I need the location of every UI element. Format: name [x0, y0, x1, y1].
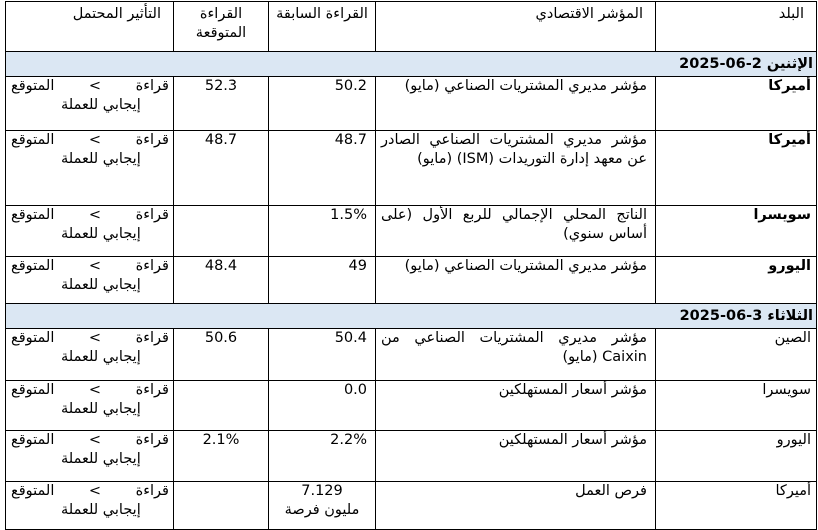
country-cell: سويسرا	[656, 206, 817, 257]
impact-word: قراءة	[135, 330, 169, 346]
impact-expected-word: المتوقع	[11, 382, 55, 398]
expected-cell: 50.6	[174, 329, 269, 381]
impact-operator: >	[88, 432, 102, 448]
country-cell: أميركا	[656, 482, 817, 530]
country-cell: أميركا	[656, 131, 817, 206]
table-row	[6, 257, 817, 304]
header-row	[6, 2, 817, 52]
impact-effect: إيجابي للعملة	[61, 97, 141, 113]
indicator-cell: مؤشر مديري المشتريات الصناعي (مايو)	[376, 77, 656, 131]
impact-expected-word: المتوقع	[11, 483, 55, 499]
day-row-tuesday	[6, 304, 817, 329]
impact-cell	[6, 131, 174, 206]
impact-expected-word: المتوقع	[11, 258, 55, 274]
previous-cell: 49	[269, 257, 376, 304]
impact-operator: >	[88, 78, 102, 94]
impact-word: قراءة	[135, 132, 169, 148]
impact-expected-word: المتوقع	[11, 132, 55, 148]
impact-effect: إيجابي للعملة	[61, 349, 141, 365]
impact-word: قراءة	[135, 382, 169, 398]
impact-effect: إيجابي للعملة	[61, 451, 141, 467]
previous-cell: 50.2	[269, 77, 376, 131]
previous-cell: 0.0	[269, 381, 376, 431]
impact-expected-word: المتوقع	[11, 432, 55, 448]
country-cell: اليورو	[656, 431, 817, 482]
impact-operator: >	[88, 207, 102, 223]
table-row	[6, 482, 817, 530]
expected-cell: 52.3	[174, 77, 269, 131]
expected-cell: 48.4	[174, 257, 269, 304]
indicator-cell: مؤشر أسعار المستهلكين	[376, 381, 656, 431]
table-row	[6, 77, 817, 131]
expected-cell	[174, 381, 269, 431]
header-country: البلد	[656, 2, 817, 52]
indicator-cell: فرص العمل	[376, 482, 656, 530]
header-expected: القراءة المتوقعة	[174, 2, 269, 52]
impact-expected-word: المتوقع	[11, 330, 55, 346]
impact-operator: >	[88, 330, 102, 346]
previous-cell: 48.7	[269, 131, 376, 206]
day-row-monday	[6, 52, 817, 77]
economic-calendar-table	[5, 1, 817, 530]
country-cell: اليورو	[656, 257, 817, 304]
expected-cell: 48.7	[174, 131, 269, 206]
previous-cell: 50.4	[269, 329, 376, 381]
impact-cell	[6, 206, 174, 257]
expected-cell	[174, 482, 269, 530]
impact-word: قراءة	[135, 207, 169, 223]
previous-cell: 2.2%	[269, 431, 376, 482]
impact-effect: إيجابي للعملة	[61, 226, 141, 242]
impact-cell	[6, 77, 174, 131]
impact-operator: >	[88, 258, 102, 274]
impact-expected-word: المتوقع	[11, 78, 55, 94]
impact-cell	[6, 257, 174, 304]
impact-effect: إيجابي للعملة	[61, 401, 141, 417]
country-cell: سويسرا	[656, 381, 817, 431]
table-row	[6, 431, 817, 482]
header-impact: التأثير المحتمل	[6, 2, 174, 52]
indicator-cell: الناتج المحلي الإجمالي للربع الأول (على أساس سنوي)	[376, 206, 656, 257]
table-row	[6, 131, 817, 206]
country-cell: أميركا	[656, 77, 817, 131]
impact-cell	[6, 329, 174, 381]
table-row	[6, 329, 817, 381]
impact-operator: >	[88, 382, 102, 398]
impact-effect: إيجابي للعملة	[61, 277, 141, 293]
previous-value: 7.129	[301, 483, 343, 499]
header-indicator: المؤشر الاقتصادي	[376, 2, 656, 52]
expected-cell	[174, 206, 269, 257]
header-previous: القراءة السابقة	[269, 2, 376, 52]
impact-effect: إيجابي للعملة	[61, 502, 141, 518]
impact-cell	[6, 482, 174, 530]
impact-effect: إيجابي للعملة	[61, 151, 141, 167]
impact-operator: >	[88, 483, 102, 499]
impact-expected-word: المتوقع	[11, 207, 55, 223]
impact-cell	[6, 431, 174, 482]
country-cell: الصين	[656, 329, 817, 381]
impact-word: قراءة	[135, 78, 169, 94]
impact-word: قراءة	[135, 258, 169, 274]
indicator-cell: مؤشر مديري المشتريات الصناعي من Caixin (مايو)	[376, 329, 656, 381]
indicator-cell: مؤشر مديري المشتريات الصناعي الصادر عن معهد إدارة التوريدات (ISM) (مايو)	[376, 131, 656, 206]
previous-cell	[269, 482, 376, 530]
table-row	[6, 206, 817, 257]
impact-operator: >	[88, 132, 102, 148]
impact-word: قراءة	[135, 483, 169, 499]
indicator-cell: مؤشر أسعار المستهلكين	[376, 431, 656, 482]
previous-unit: مليون فرصة	[284, 502, 360, 518]
impact-cell	[6, 381, 174, 431]
expected-cell: 2.1%	[174, 431, 269, 482]
day-label: الإثنين 2-06-2025	[6, 52, 817, 77]
day-label: الثلاثاء 3-06-2025	[6, 304, 817, 329]
table-row	[6, 381, 817, 431]
impact-word: قراءة	[135, 432, 169, 448]
indicator-cell: مؤشر مديري المشتريات الصناعي (مايو)	[376, 257, 656, 304]
previous-cell: 1.5%	[269, 206, 376, 257]
